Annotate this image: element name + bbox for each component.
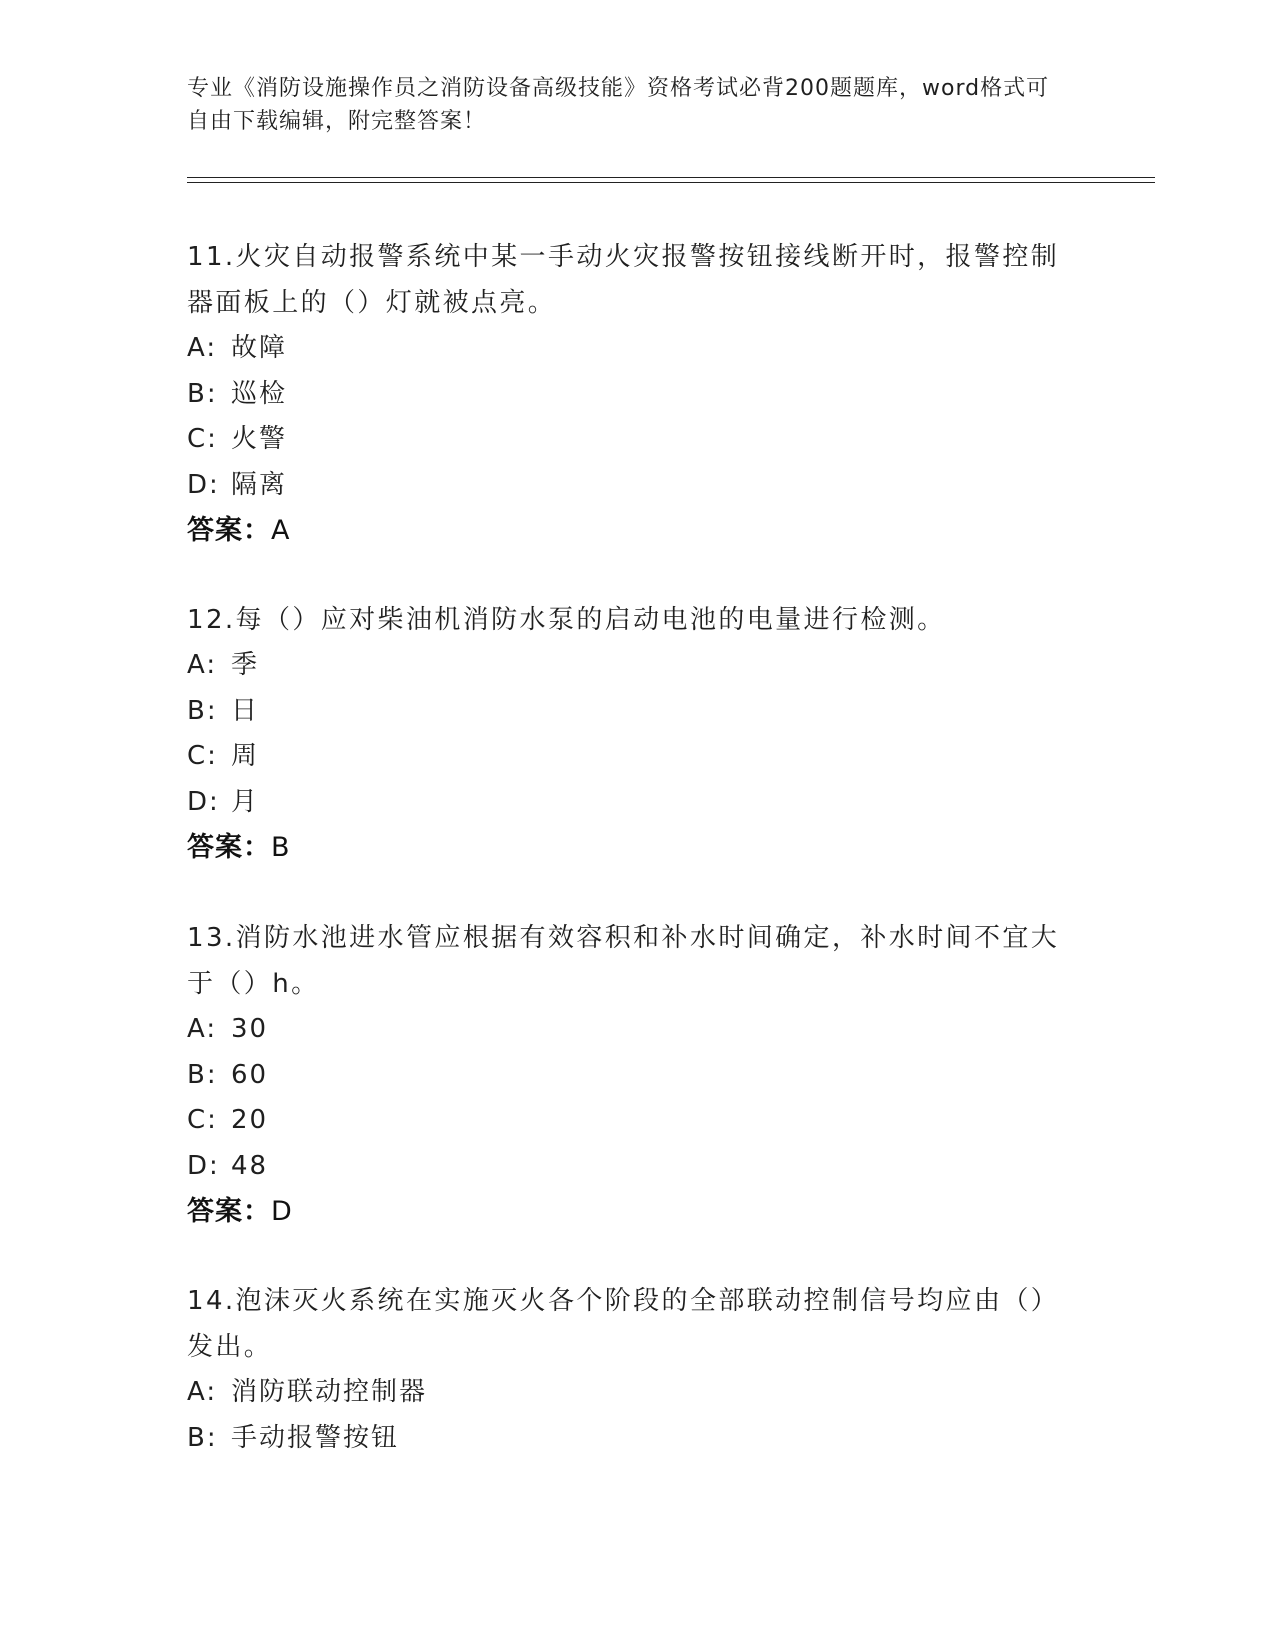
option-letter: C: — [187, 741, 218, 771]
option-b — [187, 689, 1087, 735]
option-a — [187, 1007, 1087, 1053]
option-letter: B: — [187, 378, 218, 409]
header-divider-top — [187, 177, 1155, 178]
option-text: 巡检 — [231, 378, 288, 409]
option-a — [187, 326, 1087, 372]
option-letter: A: — [187, 650, 218, 680]
option-text: 隔离 — [231, 469, 288, 500]
option-a — [187, 1370, 1087, 1416]
answer-label: 答案： — [187, 515, 271, 546]
question-stem: 11.火灾自动报警系统中某一手动火灾报警按钮接线断开时，报警控制器面板上的（）灯就被点亮。 — [187, 242, 1060, 318]
option-d — [187, 1144, 1087, 1190]
option-text: 手动报警按钮 — [231, 1422, 400, 1453]
option-text: 周 — [231, 741, 260, 771]
answer-label: 答案： — [187, 832, 271, 863]
answer-value: D — [271, 1196, 293, 1227]
answer — [187, 1189, 1087, 1235]
option-letter: A: — [187, 333, 218, 363]
option-letter: B: — [187, 1059, 218, 1090]
question-13 — [187, 915, 1087, 1235]
question-stem: 12.每（）应对柴油机消防水泵的启动电池的电量进行检测。 — [187, 605, 946, 635]
option-text: 20 — [231, 1105, 269, 1135]
option-text: 季 — [231, 650, 260, 680]
option-letter: B: — [187, 695, 218, 726]
document-header: 专业《消防设施操作员之消防设备高级技能》资格考试必背200题题库，word格式可自由下载编辑，附完整答案！ — [187, 76, 1050, 134]
option-b — [187, 372, 1087, 418]
option-letter: A: — [187, 1014, 218, 1044]
option-b — [187, 1416, 1087, 1462]
option-c — [187, 417, 1087, 463]
option-text: 月 — [231, 786, 260, 817]
answer-label: 答案： — [187, 1196, 271, 1227]
answer — [187, 508, 1087, 554]
option-letter: C: — [187, 424, 218, 454]
option-letter: D: — [187, 786, 220, 817]
question-stem: 14.泡沫灭火系统在实施灭火各个阶段的全部联动控制信号均应由（）发出。 — [187, 1286, 1060, 1362]
question-12 — [187, 597, 1087, 871]
answer — [187, 825, 1087, 871]
question-14 — [187, 1278, 1087, 1461]
option-letter: D: — [187, 1150, 220, 1181]
option-letter: C: — [187, 1105, 218, 1135]
option-text: 30 — [231, 1014, 269, 1044]
answer-value: A — [271, 515, 291, 546]
question-stem: 13.消防水池进水管应根据有效容积和补水时间确定，补水时间不宜大于（）h。 — [187, 923, 1060, 999]
question-11 — [187, 234, 1087, 554]
option-text: 消防联动控制器 — [231, 1377, 428, 1407]
option-letter: A: — [187, 1377, 218, 1407]
option-text: 日 — [231, 695, 260, 726]
option-b — [187, 1053, 1087, 1099]
answer-value: B — [271, 832, 291, 863]
option-c — [187, 1098, 1087, 1144]
option-text: 48 — [231, 1150, 269, 1181]
header-divider-bottom — [187, 182, 1155, 183]
option-d — [187, 463, 1087, 509]
option-text: 故障 — [231, 333, 288, 363]
option-d — [187, 780, 1087, 826]
option-c — [187, 734, 1087, 780]
option-text: 火警 — [231, 424, 288, 454]
option-text: 60 — [231, 1059, 269, 1090]
option-letter: B: — [187, 1422, 218, 1453]
option-letter: D: — [187, 469, 220, 500]
option-a — [187, 643, 1087, 689]
